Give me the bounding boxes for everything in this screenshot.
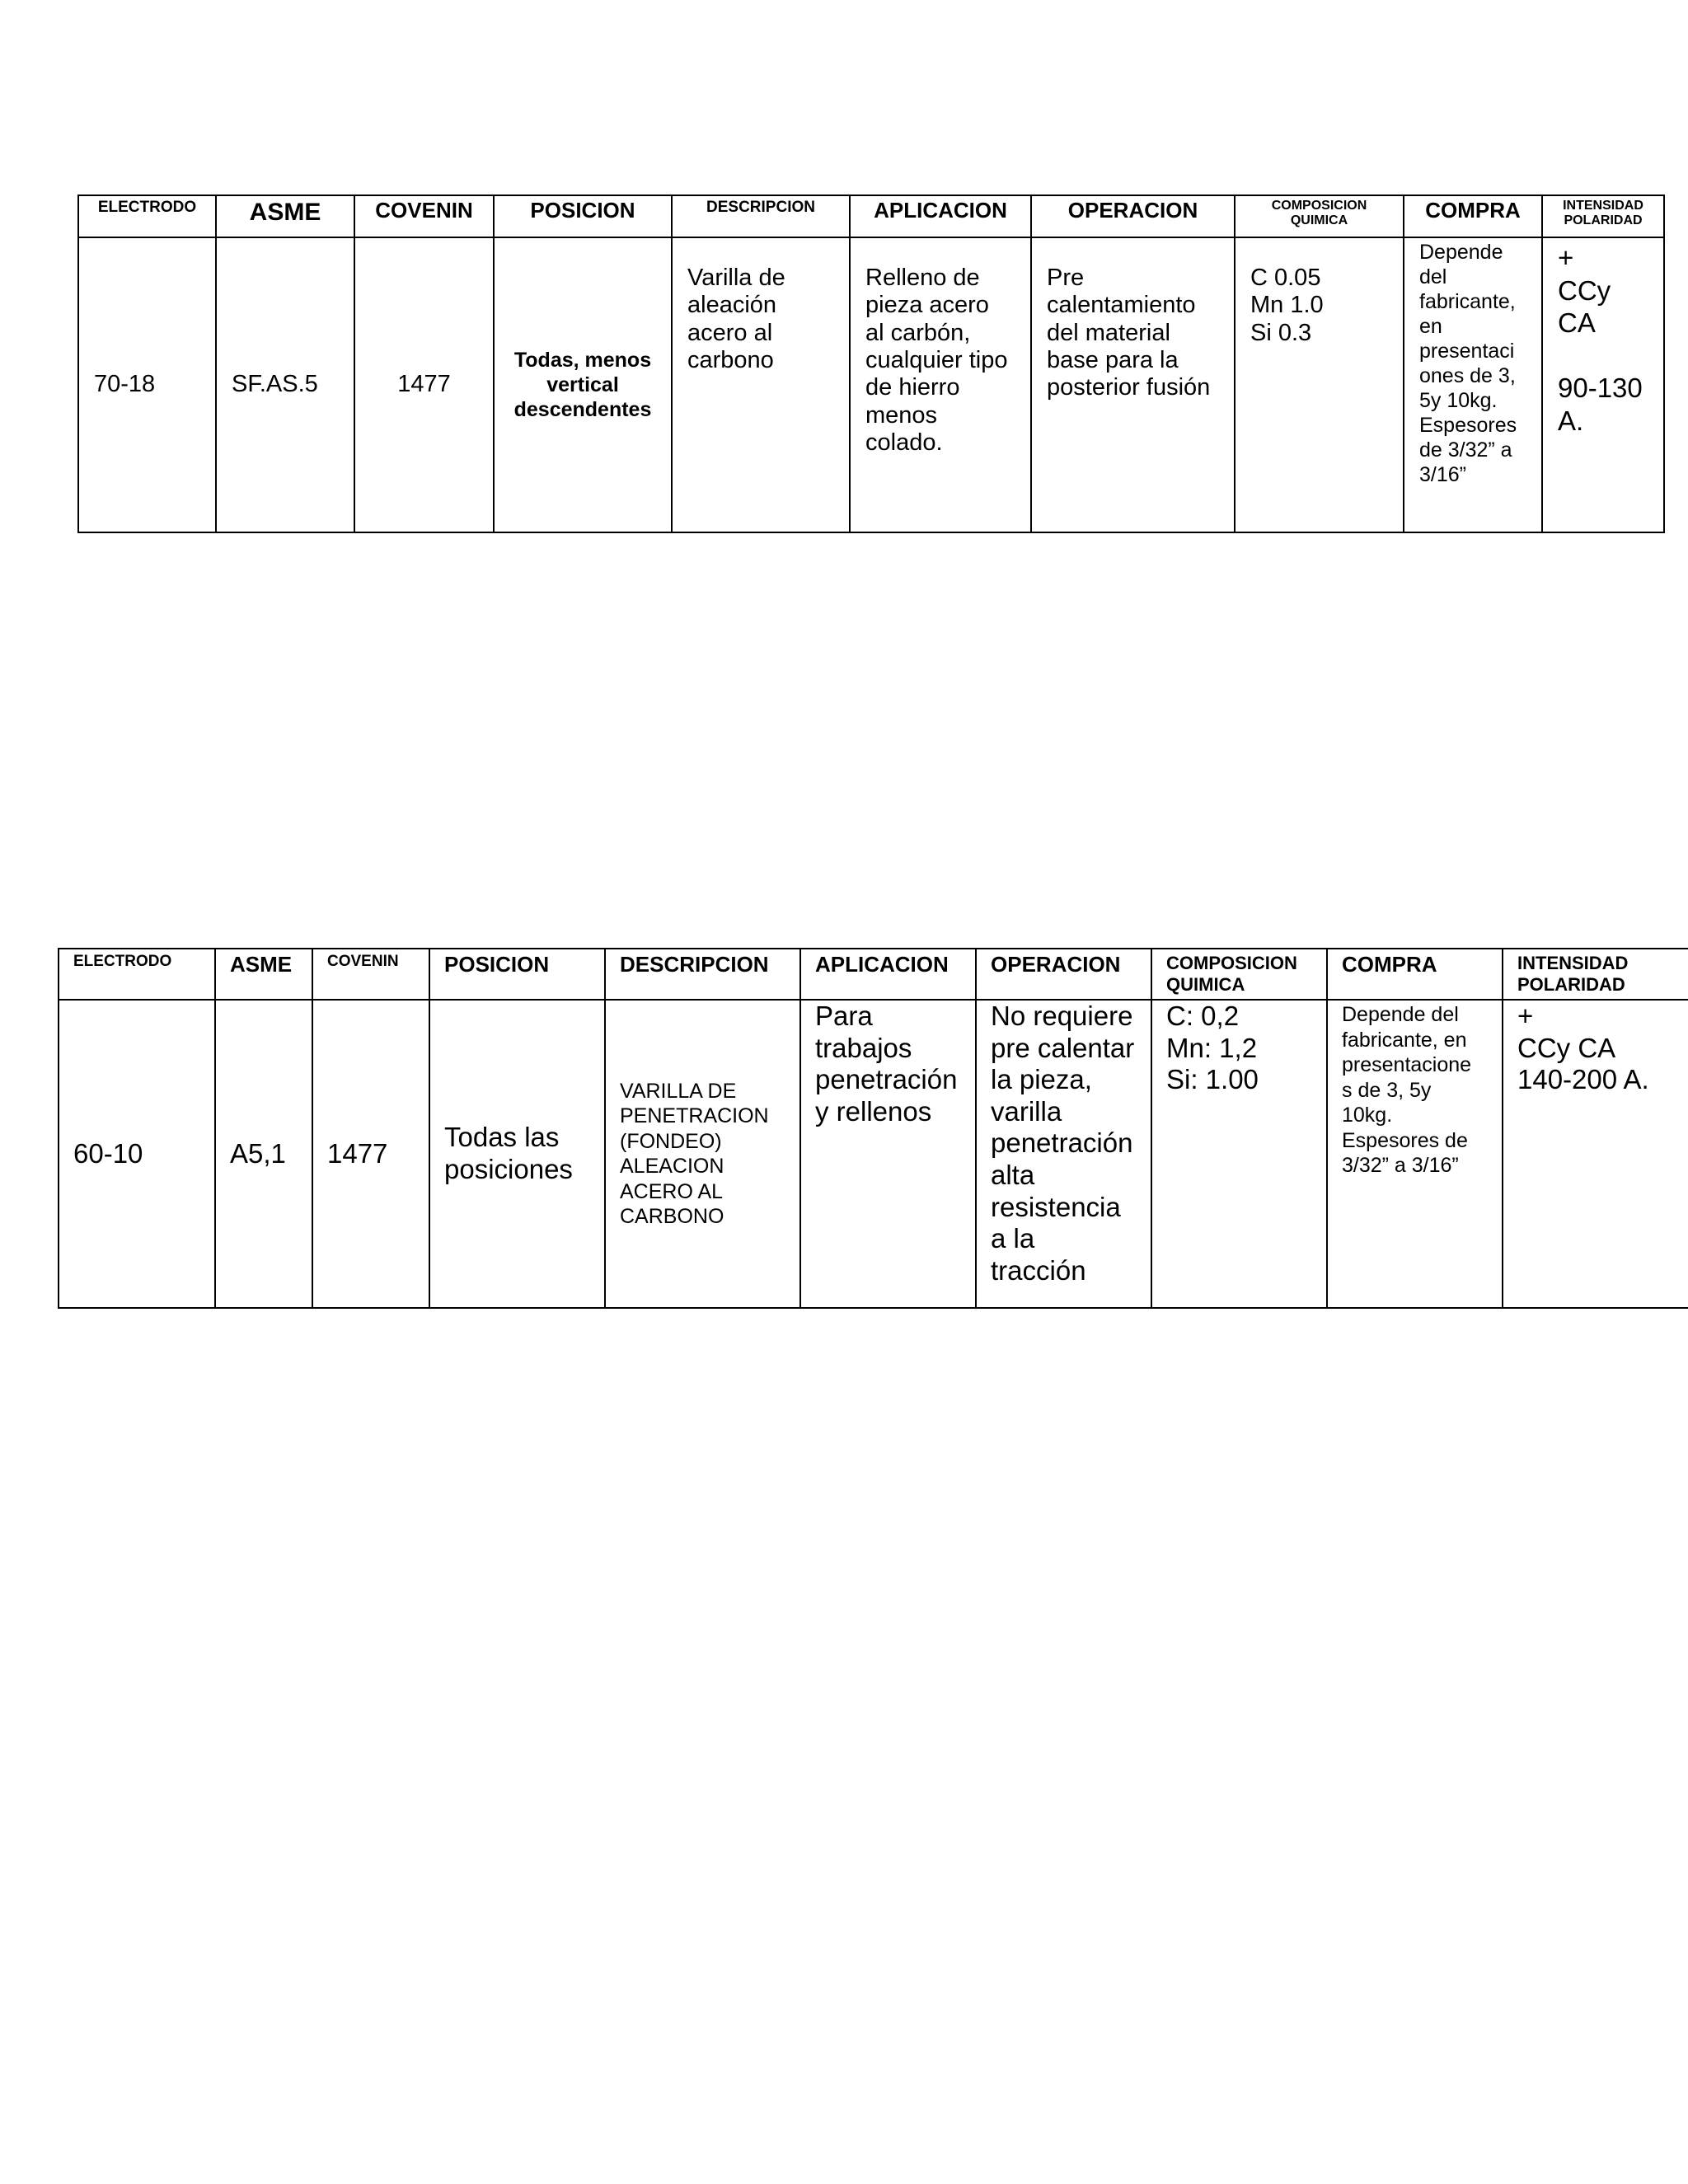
header-electrodo: ELECTRODO	[78, 195, 216, 237]
header-aplicacion: APLICACION	[850, 195, 1031, 237]
cell-descripcion: VARILLA DE PENETRACION (FONDEO) ALEACION ACERO AL CARBONO	[605, 1000, 800, 1308]
cell-posicion: Todas las posiciones	[429, 1000, 605, 1308]
cell-covenin: 1477	[354, 237, 494, 532]
header-posicion: POSICION	[429, 949, 605, 1000]
cell-aplicacion: Para trabajos penetración y rellenos	[800, 1000, 976, 1308]
table-row	[59, 1000, 1688, 1308]
header-intensidad: INTENSIDAD POLARIDAD	[1503, 949, 1688, 1000]
cell-composicion: C: 0,2 Mn: 1,2 Si: 1.00	[1151, 1000, 1327, 1308]
header-covenin: COVENIN	[312, 949, 429, 1000]
header-aplicacion: APLICACION	[800, 949, 976, 1000]
electrode-table-60-10	[58, 948, 1688, 1309]
table-header-row	[78, 195, 1664, 237]
cell-electrodo: 70-18	[78, 237, 216, 532]
header-electrodo: ELECTRODO	[59, 949, 215, 1000]
header-compra: COMPRA	[1327, 949, 1503, 1000]
cell-operacion: Pre calentamiento del material base para la posterior fusión	[1031, 237, 1235, 532]
cell-intensidad: + CCy CA 140-200 A.	[1503, 1000, 1688, 1308]
cell-composicion: C 0.05 Mn 1.0 Si 0.3	[1235, 237, 1404, 532]
header-intensidad: INTENSIDAD POLARIDAD	[1542, 195, 1664, 237]
header-covenin: COVENIN	[354, 195, 494, 237]
cell-compra: Depende del fabricante, en presentacione s de 3, 5y 10kg. Espesores de 3/32” a 3/16”	[1327, 1000, 1503, 1308]
electrode-table-70-18	[77, 194, 1665, 533]
header-descripcion: DESCRIPCION	[605, 949, 800, 1000]
cell-compra: Depende del fabricante, en presentaci ones de 3, 5y 10kg. Espesores de 3/32” a 3/16”	[1404, 237, 1542, 532]
cell-aplicacion: Relleno de pieza acero al carbón, cualquier tipo de hierro menos colado.	[850, 237, 1031, 532]
header-asme: ASME	[216, 195, 354, 237]
header-composicion: COMPOSICION QUIMICA	[1151, 949, 1327, 1000]
cell-operacion: No requiere pre calentar la pieza, varilla penetración alta resistencia a la tracción	[976, 1000, 1151, 1308]
header-descripcion: DESCRIPCION	[672, 195, 850, 237]
cell-descripcion: Varilla de aleación acero al carbono	[672, 237, 850, 532]
cell-electrodo: 60-10	[59, 1000, 215, 1308]
cell-intensidad: + CCy CA 90-130 A.	[1542, 237, 1664, 532]
header-operacion: OPERACION	[976, 949, 1151, 1000]
cell-asme: A5,1	[215, 1000, 312, 1308]
header-operacion: OPERACION	[1031, 195, 1235, 237]
header-composicion: COMPOSICION QUIMICA	[1235, 195, 1404, 237]
header-compra: COMPRA	[1404, 195, 1542, 237]
cell-covenin: 1477	[312, 1000, 429, 1308]
cell-posicion: Todas, menos vertical descendentes	[494, 237, 672, 532]
header-posicion: POSICION	[494, 195, 672, 237]
table-header-row	[59, 949, 1688, 1000]
cell-asme: SF.AS.5	[216, 237, 354, 532]
table-row	[78, 237, 1664, 532]
header-asme: ASME	[215, 949, 312, 1000]
